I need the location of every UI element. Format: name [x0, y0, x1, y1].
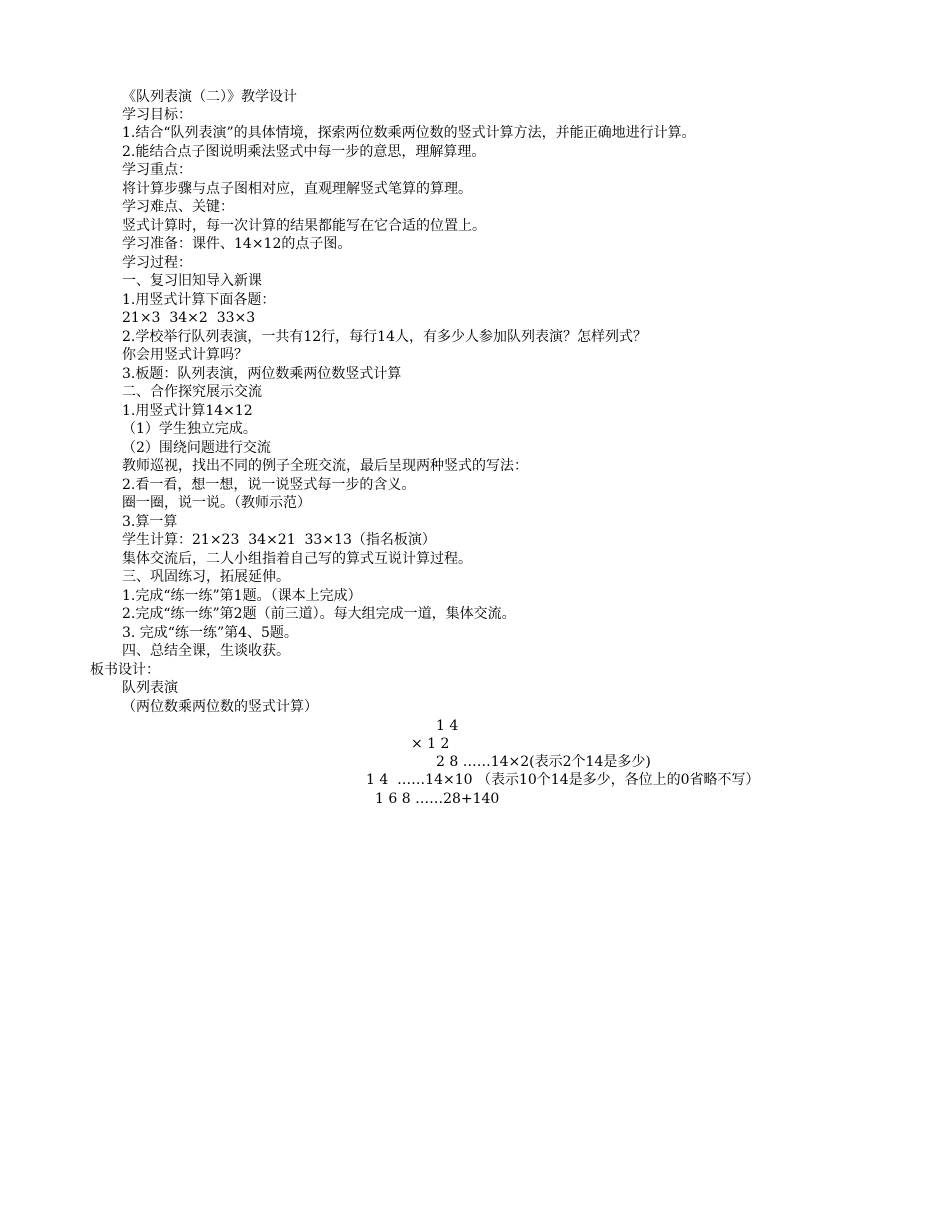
text-line: 学习准备：课件、14×12的点子图。 — [122, 236, 352, 252]
calc-partial-product-1: 2 8 ……14×2(表示2个14是多少) — [436, 754, 651, 770]
text-line: （2）围绕问题进行交流 — [122, 440, 271, 456]
text-line: 2.能结合点子图说明乘法竖式中每一步的意思，理解算理。 — [122, 144, 486, 160]
text-line: 1.结合“队列表演”的具体情境，探索两位数乘两位数的竖式计算方法，并能正确地进行计算。 — [122, 125, 696, 141]
text-line: 2.完成“练一练”第2题（前三道）。每大组完成一道，集体交流。 — [122, 606, 516, 622]
calc-multiplicand: 1 4 — [436, 718, 459, 734]
board-subtitle: （两位数乘两位数的竖式计算） — [122, 699, 318, 715]
document-title: 《队列表演（二）》教学设计 — [122, 89, 297, 105]
text-line: 学习目标： — [122, 107, 192, 123]
text-line: 二、合作探究展示交流 — [122, 384, 262, 400]
text-line: 3.算一算 — [122, 514, 178, 530]
text-line: （1）学生独立完成。 — [122, 421, 257, 437]
text-line: 1.用竖式计算下面各题： — [122, 292, 276, 308]
text-line: 学习难点、关键： — [122, 199, 234, 215]
text-line: 将计算步骤与点子图相对应，直观理解竖式笔算的算理。 — [122, 181, 472, 197]
text-line: 2.学校举行队列表演，一共有12行，每行14人，有多少人参加队列表演？怎样列式？ — [122, 329, 647, 345]
text-line: 3.板题：队列表演，两位数乘两位数竖式计算 — [122, 366, 402, 382]
text-line: 21×3 34×2 33×3 — [122, 310, 256, 326]
text-line: 1.用竖式计算14×12 — [122, 403, 253, 419]
text-line: 1.完成“练一练”第1题。（课本上完成） — [122, 588, 362, 604]
text-line: 集体交流后，二人小组指着自己写的算式互说计算过程。 — [122, 551, 472, 567]
text-line: 学习过程： — [122, 255, 192, 271]
calc-partial-product-2: 1 4 ……14×10 （表示10个14是多少，各位上的0省略不写） — [366, 772, 760, 788]
calc-multiplier: × 1 2 — [411, 736, 450, 752]
text-line: 四、总结全课，生谈收获。 — [122, 643, 290, 659]
board-title: 队列表演 — [122, 680, 178, 696]
text-line: 2.看一看，想一想，说一说竖式每一步的含义。 — [122, 477, 416, 493]
text-line: 三、巩固练习，拓展延伸。 — [122, 569, 290, 585]
text-line: 教师巡视，找出不同的例子全班交流，最后呈现两种竖式的写法： — [122, 458, 528, 474]
text-line: 3. 完成“练一练”第4、5题。 — [122, 625, 298, 641]
text-line: 你会用竖式计算吗？ — [122, 347, 248, 363]
text-line: 一、复习旧知导入新课 — [122, 273, 262, 289]
text-line: 学生计算：21×23 34×21 33×13（指名板演） — [122, 532, 436, 548]
text-line: 竖式计算时，每一次计算的结果都能写在它合适的位置上。 — [122, 218, 486, 234]
calc-product: 1 6 8 ……28+140 — [375, 791, 500, 807]
board-design-label: 板书设计： — [90, 662, 160, 678]
text-line: 圈一圈，说一说。（教师示范） — [122, 495, 311, 511]
text-line: 学习重点： — [122, 162, 192, 178]
